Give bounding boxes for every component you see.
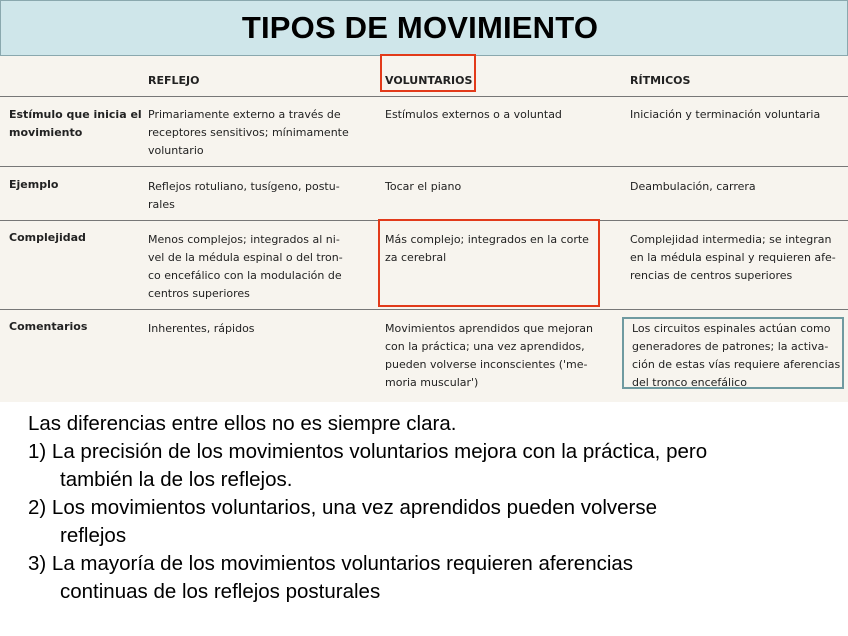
row-label-comentarios: Comentarios: [9, 320, 88, 333]
cell-estimulo-voluntarios: Estímulos externos o a voluntad: [385, 108, 562, 121]
cell-complejidad-reflejo: Menos complejos; integrados al ni- vel de la médula espinal o del tron- co encefálico con la modulación de centros superiores: [148, 233, 343, 300]
cell-estimulo-ritmicos: Iniciación y terminación voluntaria: [630, 108, 821, 121]
row-label-complejidad: Complejidad: [9, 231, 86, 244]
note-item-2-cont: reflejos: [60, 524, 127, 547]
cell-comentarios-reflejo: Inherentes, rápidos: [148, 322, 255, 335]
highlight-voluntarios-header: [380, 54, 476, 92]
note-item-1: 1) La precisión de los movimientos voluntarios mejora con la práctica, pero: [28, 440, 708, 463]
row-label-estimulo: Estímulo que inicia el movimiento: [9, 108, 142, 139]
header-reflejo: REFLEJO: [148, 74, 200, 87]
notes-intro: Las diferencias entre ellos no es siempre clara.: [28, 412, 457, 435]
row-divider: [0, 309, 848, 310]
cell-ejemplo-reflejo: Reflejos rotuliano, tusígeno, postu- rales: [148, 180, 340, 211]
note-item-1-cont: también la de los reflejos.: [60, 468, 293, 491]
title-bar: [0, 0, 848, 56]
cell-comentarios-voluntarios: Movimientos aprendidos que mejoran con la práctica; una vez aprendidos, pueden volverse inconscientes ('me- moria muscular'): [385, 322, 594, 389]
cell-ejemplo-voluntarios: Tocar el piano: [385, 180, 462, 193]
highlight-voluntarios-complejidad: [378, 219, 600, 307]
cell-comentarios-ritmicos: Los circuitos espinales actúan como generadores de patrones; la activa- ción de estas vías requiere aferencias del tronco encefálico: [632, 322, 841, 389]
highlight-ritmicos-comentarios: [622, 317, 844, 389]
row-divider: [0, 96, 848, 97]
cell-ejemplo-ritmicos: Deambulación, carrera: [630, 180, 756, 193]
page-title: TIPOS DE MOVIMIENTO: [241, 10, 599, 45]
cell-complejidad-voluntarios: Más complejo; integrados en la corte za cerebral: [385, 233, 589, 264]
row-label-ejemplo: Ejemplo: [9, 178, 59, 191]
header-ritmicos: RÍTMICOS: [630, 74, 691, 87]
cell-estimulo-reflejo: Primariamente externo a través de receptores sensitivos; mínimamente voluntario: [148, 108, 349, 157]
row-divider: [0, 166, 848, 167]
notes-list: [28, 410, 828, 606]
note-item-3: 3) La mayoría de los movimientos voluntarios requieren aferencias: [28, 552, 634, 575]
cell-complejidad-ritmicos: Complejidad intermedia; se integran en la médula espinal y requieren afe- rencias de centros superiores: [630, 233, 836, 282]
header-voluntarios: VOLUNTARIOS: [385, 74, 473, 87]
movement-types-table: [0, 56, 848, 402]
note-item-3-cont: continuas de los reflejos posturales: [60, 580, 381, 603]
note-item-2: 2) Los movimientos voluntarios, una vez aprendidos pueden volverse: [28, 496, 658, 519]
